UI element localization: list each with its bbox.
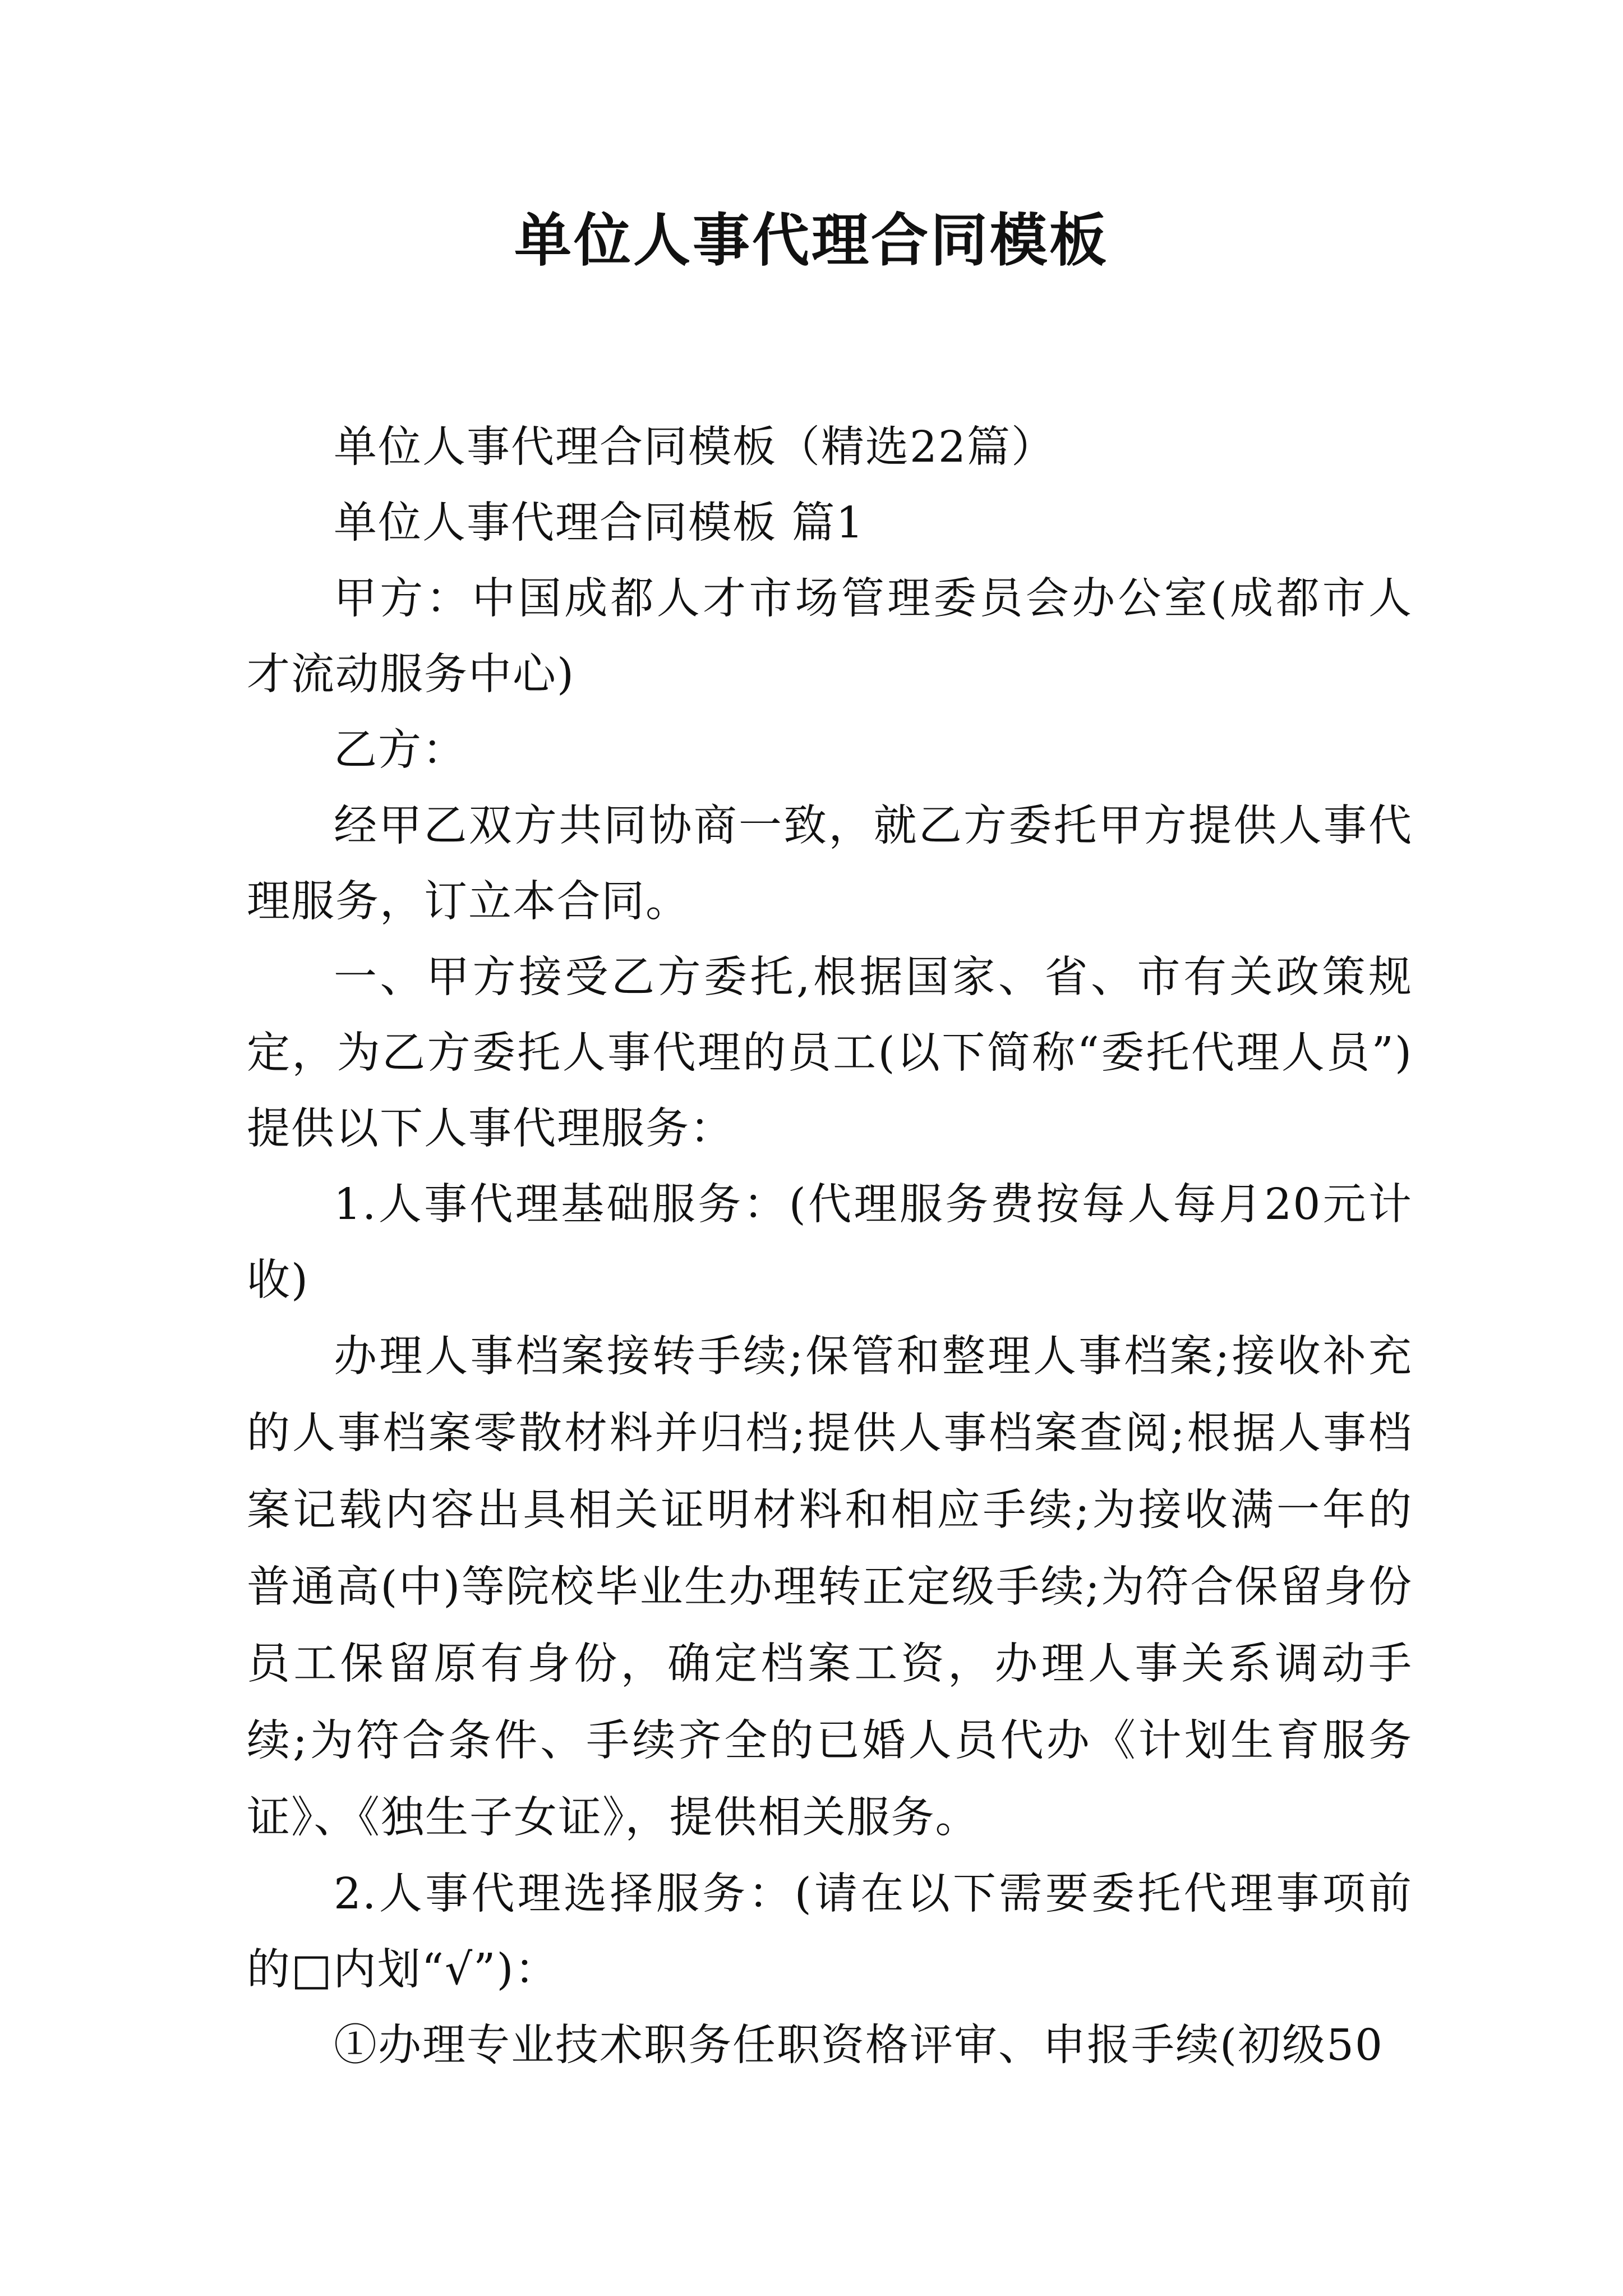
paragraph-basic-service-details: 办理人事档案接转手续;保管和整理人事档案;接收补充的人事档案零散材料并归档;提供人事档案查阅;根据人事档案记载内容出具相关证明材料和相应手续;为接收满一年的普通高(中)等院校毕业生办理转正定级手续;为符合保留身份员工保留原有身份，确定档案工资，办理人事关系调动手续;为符合条件、手续齐全的已婚人员代办《计划生育服务证》、《独生子女证》，提供相关服务。	[247, 1332, 1413, 1843]
document-title: 单位人事代理合同模板	[514, 208, 1109, 274]
paragraph-optional-service: 2.人事代理选择服务：(请在以下需要委托代理事项前的□内划“√”)：	[247, 1869, 1413, 1995]
paragraph-subtitle: 单位人事代理合同模板（精选22篇）	[334, 422, 1055, 472]
paragraph-party-a: 甲方：中国成都人才市场管理委员会办公室(成都市人才流动服务中心)	[247, 574, 1413, 700]
paragraph-section-heading: 单位人事代理合同模板 篇1	[334, 498, 865, 548]
paragraph-clause-1: 一、甲方接受乙方委托,根据国家、省、市有关政策规定，为乙方委托人事代理的员工(以下简称“委托代理人员”)提供以下人事代理服务：	[247, 953, 1413, 1154]
paragraph-optional-item-1: ①办理专业技术职务任职资格评审、申报手续(初级50	[334, 2021, 1384, 2070]
paragraph-agreement: 经甲乙双方共同协商一致，就乙方委托甲方提供人事代理服务，订立本合同。	[247, 801, 1413, 927]
paragraph-party-b: 乙方：	[334, 725, 467, 775]
paragraph-basic-service: 1.人事代理基础服务：(代理服务费按每人每月20元计收)	[247, 1180, 1413, 1305]
